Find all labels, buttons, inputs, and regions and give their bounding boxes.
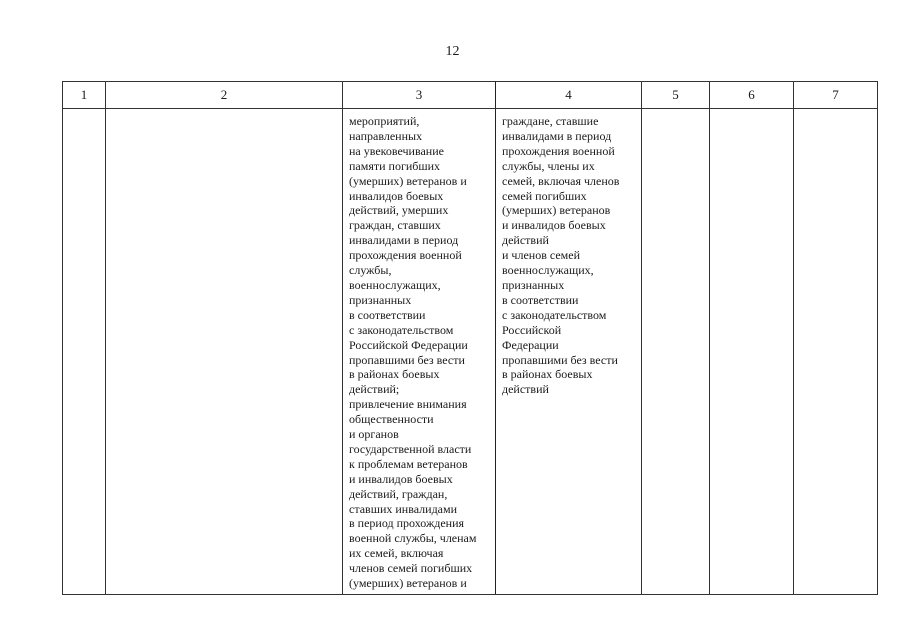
header-col-2: 2: [106, 82, 343, 109]
table-header-row: [63, 82, 878, 109]
cell-col-4-text: граждане, ставшие инвалидами в период прохождения военной службы, члены их семей, включая членов семей погибших (умерших) ветеранов и инвалидов боевых действий и членов семей военнослужащих, признанных в соответствии с законодательством Российской Федерации пропавшими без вести в районах боевых действий: [502, 114, 620, 397]
header-col-4: 4: [496, 82, 642, 109]
header-col-5: 5: [642, 82, 710, 109]
cell-col-6-text: [710, 109, 793, 114]
cell-col-1-text: [63, 109, 105, 114]
cell-col-3-text: мероприятий, направленных на увековечивание памяти погибших (умерших) ветеранов и инвалидов боевых действий, умерших граждан, ставших инвалидами в период прохождения военной службы, военнослужащих, признанных в соответствии с законодательством Российской Федерации пропавшими без вести в районах боевых действий; привлечение внимания общественности и органов государственной власти к проблемам ветеранов и инвалидов боевых действий, граждан, ставших инвалидами в период прохождения военной службы, членам их семей, включая членов семей погибших (умерших) ветеранов и: [349, 114, 477, 591]
cell-col-3: [343, 109, 496, 595]
cell-col-1: [63, 109, 106, 595]
table-row: [63, 109, 878, 595]
header-col-3: 3: [343, 82, 496, 109]
cell-col-4: [496, 109, 642, 595]
cell-col-2: [106, 109, 343, 595]
cell-col-7: [794, 109, 878, 595]
cell-col-5: [642, 109, 710, 595]
cell-col-2-text: [106, 109, 342, 114]
cell-col-5-text: [642, 109, 709, 114]
header-col-1: 1: [63, 82, 106, 109]
page-number: 12: [445, 44, 460, 59]
cell-col-6: [710, 109, 794, 595]
document-table: [62, 81, 878, 595]
header-col-6: 6: [710, 82, 794, 109]
header-col-7: 7: [794, 82, 878, 109]
cell-col-7-text: [794, 109, 877, 114]
